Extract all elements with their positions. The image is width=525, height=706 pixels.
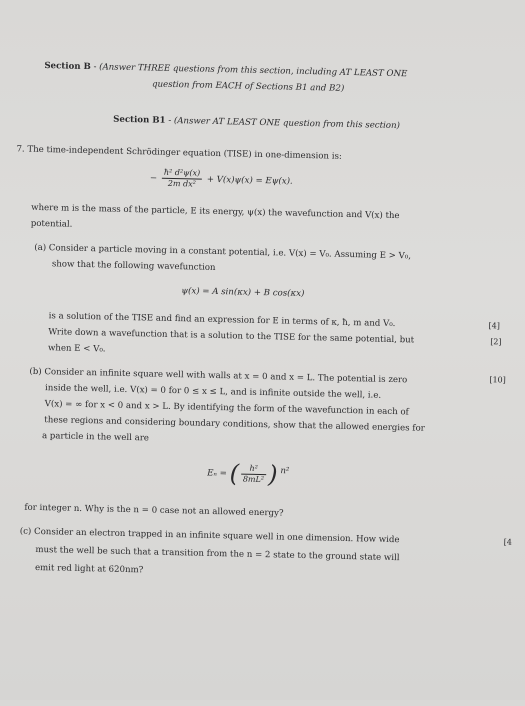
energy-denominator: 8mL² — [242, 474, 265, 484]
section-b1-dash: - — [168, 115, 172, 126]
section-b1-title: Section B1 — [113, 114, 166, 126]
section-b-header — [44, 61, 407, 79]
part-a-equation: ψ(x) = A sin(κx) + B cos(κx) — [181, 286, 305, 299]
tise-denominator: 2m dx² — [167, 178, 196, 189]
part-b-line-3: V(x) = ∞ for x < 0 and x > L. By identifying the form of the wavefunction in each of — [44, 399, 409, 418]
part-c-line-1 — [20, 527, 400, 546]
tise-fraction — [162, 168, 203, 190]
part-a-mark-2: [2] — [490, 337, 502, 347]
part-b-line-4: these regions and considering boundary conditions, show that the allowed energies for — [44, 415, 425, 434]
q7-intro-text: The time-independent Schrödinger equation (TISE) in one-dimension is: — [27, 144, 342, 162]
part-a-line-1 — [34, 243, 411, 262]
section-b-dash: - — [93, 62, 97, 73]
part-b-line-2: inside the well, i.e. V(x) = 0 for 0 ≤ x ≤ L, and is infinite outside the well, i.e. — [44, 383, 382, 401]
part-b-label: (b) — [29, 366, 42, 378]
part-c-label: (c) — [19, 526, 32, 537]
part-c-mark: [4 — [503, 537, 513, 547]
section-b-title: Section B — [44, 61, 91, 73]
part-b-mark: [10] — [489, 375, 506, 385]
q7-where-1: where m is the mass of the particle, E its energy, ψ(x) the wavefunction and V(x) the — [31, 202, 400, 222]
section-b-instruction-1: (Answer THREE questions from this section, including AT LEAST ONE — [99, 62, 408, 80]
part-a-line-2: show that the following wavefunction — [51, 259, 216, 273]
energy-equation: Eₙ = ( $\frac{\text{h²}}{\text{8mL²}}$ ) n² — [207, 459, 290, 489]
q7-intro — [16, 144, 342, 161]
energy-fraction — [241, 463, 267, 485]
energy-n-squared: n² — [280, 466, 290, 477]
energy-numerator: h² — [241, 463, 266, 475]
q7-number: 7. — [16, 144, 25, 155]
part-a-line-4: Write down a wavefunction that is a solution to the TISE for the same potential, but — [48, 327, 415, 346]
section-b1-instruction: (Answer AT LEAST ONE question from this section) — [173, 115, 401, 132]
part-c-line-2: must the well be such that a transition from the n = 2 state to the ground state will — [35, 544, 400, 564]
part-a-line-3: is a solution of the TISE and find an expression for E in terms of κ, ħ, m and V₀. — [48, 311, 396, 330]
tise-equation — [150, 167, 293, 191]
tise-rest: + V(x)ψ(x) = Eψ(x). — [206, 174, 293, 187]
part-a-text-1: Consider a particle moving in a constant potential, i.e. V(x) = V₀. Assuming E > V₀, — [48, 243, 412, 262]
part-a-label: (a) — [34, 242, 47, 254]
part-b-line-1 — [29, 367, 407, 386]
part-c-text-1: Consider an electron trapped in an infinite square well in one dimension. How wide — [33, 526, 400, 546]
part-b-line-5: a particle in the well are — [41, 431, 150, 444]
part-c-line-3: emit red light at 620nm? — [34, 562, 144, 576]
part-b-text-1: Consider an infinite square well with walls at x = 0 and x = L. The potential is zero — [44, 367, 408, 386]
part-b-line-6: for integer n. Why is the n = 0 case not an allowed energy? — [24, 502, 284, 519]
q7-where-2: potential. — [30, 218, 73, 230]
part-a-mark-1: [4] — [488, 321, 501, 331]
part-a-line-5: when E < V₀. — [47, 343, 106, 355]
section-b-instruction-2: question from EACH of Sections B1 and B2) — [151, 79, 345, 94]
section-b1-header — [113, 115, 400, 132]
tise-minus: − — [149, 173, 158, 184]
energy-lhs: Eₙ = — [207, 468, 227, 479]
tise-numerator: ħ² d²ψ(x) — [162, 168, 203, 180]
